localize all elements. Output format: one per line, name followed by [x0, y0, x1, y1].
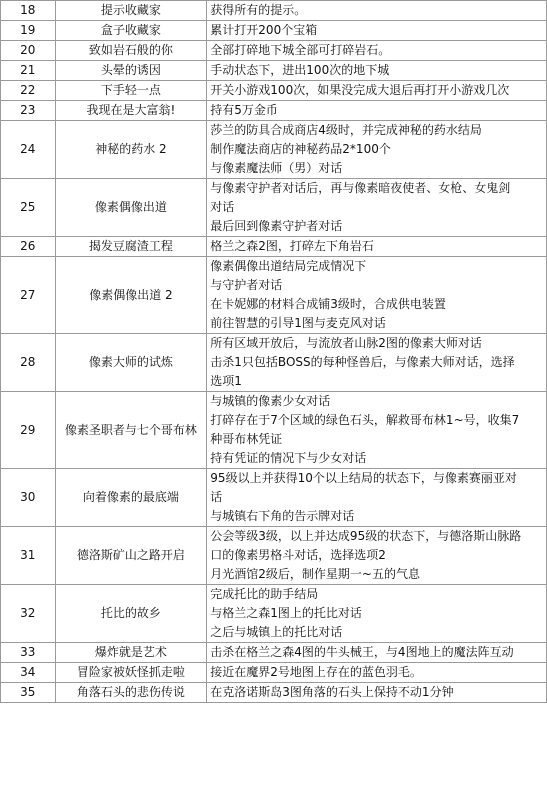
row-number: 32	[1, 585, 56, 643]
condition-line: 话	[210, 490, 223, 504]
achievement-condition	[207, 585, 547, 643]
row-number: 34	[1, 663, 56, 683]
achievement-condition	[207, 1, 547, 21]
table-row	[1, 21, 547, 41]
condition-line: 与像素魔法师（男）对话	[210, 161, 343, 175]
row-number: 23	[1, 101, 56, 121]
condition-line: 获得所有的提示。	[210, 3, 307, 17]
condition-line: 持有5万金币	[210, 103, 278, 117]
condition-line: 口的像素男格斗对话，选择选项2	[210, 548, 386, 562]
achievement-condition	[207, 81, 547, 101]
achievement-name: 向着像素的最底端	[55, 469, 207, 527]
row-number: 26	[1, 237, 56, 257]
table-row	[1, 643, 547, 663]
achievement-name: 像素圣职者与七个哥布林	[55, 392, 207, 469]
table-row	[1, 392, 547, 469]
achievement-condition	[207, 257, 547, 334]
table-row	[1, 683, 547, 703]
achievement-condition	[207, 392, 547, 469]
condition-line: 与守护者对话	[210, 278, 283, 292]
achievement-name: 爆炸就是艺术	[55, 643, 207, 663]
condition-line: 与格兰之森1图上的托比对话	[210, 606, 362, 620]
table-row	[1, 61, 547, 81]
achievement-name: 托比的故乡	[55, 585, 207, 643]
table-body	[1, 1, 547, 703]
achievement-name: 我现在是大富翁!	[55, 101, 207, 121]
condition-line: 格兰之森2图，打碎左下角岩石	[210, 239, 374, 253]
achievement-condition	[207, 61, 547, 81]
row-number: 20	[1, 41, 56, 61]
condition-line: 制作魔法商店的神秘药品2*100个	[210, 142, 391, 156]
condition-line: 所有区域开放后，与流放者山脉2图的像素大师对话	[210, 336, 482, 350]
table-row	[1, 257, 547, 334]
achievement-name: 提示收藏家	[55, 1, 207, 21]
condition-line: 打碎存在于7个区域的绿色石头，解救哥布林1~号，收集7	[210, 413, 520, 427]
row-number: 21	[1, 61, 56, 81]
condition-line: 手动状态下，进出100次的地下城	[210, 63, 390, 77]
condition-line: 前往智慧的引导1图与麦克风对话	[210, 316, 386, 330]
condition-line: 接近在魔界2号地图上存在的蓝色羽毛。	[210, 665, 422, 679]
achievement-name: 头晕的诱因	[55, 61, 207, 81]
condition-line: 完成托比的助手结局	[210, 587, 319, 601]
row-number: 22	[1, 81, 56, 101]
row-number: 28	[1, 334, 56, 392]
table-row	[1, 1, 547, 21]
row-number: 31	[1, 527, 56, 585]
row-number: 33	[1, 643, 56, 663]
achievement-name: 神秘的药水 2	[55, 121, 207, 179]
achievement-name: 角落石头的悲伤传说	[55, 683, 207, 703]
row-number: 18	[1, 1, 56, 21]
achievement-condition	[207, 683, 547, 703]
condition-line: 最后回到像素守护者对话	[210, 219, 343, 233]
condition-line: 95级以上并获得10个以上结局的状态下，与像素赛丽亚对	[210, 471, 517, 485]
condition-line: 击杀1只包括BOSS的每种怪兽后，与像素大师对话，选择	[210, 355, 515, 369]
row-number: 30	[1, 469, 56, 527]
table-row	[1, 81, 547, 101]
achievement-name: 像素偶像出道 2	[55, 257, 207, 334]
condition-line: 选项1	[210, 374, 242, 388]
achievement-condition	[207, 41, 547, 61]
row-number: 25	[1, 179, 56, 237]
table-row	[1, 179, 547, 237]
achievement-name: 像素大师的试炼	[55, 334, 207, 392]
condition-line: 全部打碎地下城全部可打碎岩石。	[210, 43, 391, 57]
condition-line: 月光酒馆2级后，制作星期一~五的气息	[210, 567, 420, 581]
achievement-condition	[207, 121, 547, 179]
condition-line: 与城镇右下角的告示牌对话	[210, 509, 355, 523]
table-row	[1, 469, 547, 527]
achievement-name: 德洛斯矿山之路开启	[55, 527, 207, 585]
condition-line: 莎兰的防具合成商店4级时，并完成神秘的药水结局	[210, 123, 482, 137]
condition-line: 种哥布林凭证	[210, 432, 283, 446]
condition-line: 之后与城镇上的托比对话	[210, 625, 343, 639]
achievement-condition	[207, 527, 547, 585]
condition-line: 对话	[210, 200, 235, 214]
achievement-condition	[207, 237, 547, 257]
condition-line: 在卡妮娜的材料合成铺3级时，合成供电装置	[210, 297, 446, 311]
achievement-condition	[207, 334, 547, 392]
achievement-name: 盒子收藏家	[55, 21, 207, 41]
achievement-name: 致如岩石般的你	[55, 41, 207, 61]
table-row	[1, 121, 547, 179]
row-number: 24	[1, 121, 56, 179]
table-row	[1, 585, 547, 643]
condition-line: 持有凭证的情况下与少女对话	[210, 451, 367, 465]
row-number: 27	[1, 257, 56, 334]
achievement-name: 像素偶像出道	[55, 179, 207, 237]
row-number: 35	[1, 683, 56, 703]
row-number: 29	[1, 392, 56, 469]
row-number: 19	[1, 21, 56, 41]
condition-line: 与城镇的像素少女对话	[210, 394, 331, 408]
condition-line: 公会等级3级，以上并达成95级的状态下，与德洛斯山脉路	[210, 529, 522, 543]
achievement-name: 下手轻一点	[55, 81, 207, 101]
achievement-condition	[207, 101, 547, 121]
condition-line: 击杀在格兰之森4图的牛头械王，与4图地上的魔法阵互动	[210, 645, 514, 659]
condition-line: 与像素守护者对话后，再与像素暗夜使者、女枪、女鬼剑	[210, 181, 511, 195]
achievement-condition	[207, 663, 547, 683]
table-row	[1, 101, 547, 121]
condition-line: 开关小游戏100次，如果没完成大退后再打开小游戏几次	[210, 83, 510, 97]
achievement-condition	[207, 21, 547, 41]
table-row	[1, 237, 547, 257]
achievement-condition	[207, 469, 547, 527]
achievement-name: 冒险家被妖怪抓走啦	[55, 663, 207, 683]
achievement-condition	[207, 643, 547, 663]
achievement-name: 揭发豆腐渣工程	[55, 237, 207, 257]
achievement-condition	[207, 179, 547, 237]
table-row	[1, 41, 547, 61]
table-row	[1, 663, 547, 683]
condition-line: 像素偶像出道结局完成情况下	[210, 259, 367, 273]
condition-line: 累计打开200个宝箱	[210, 23, 318, 37]
table-row	[1, 334, 547, 392]
condition-line: 在克洛诺斯岛3图角落的石头上保持不动1分钟	[210, 685, 454, 699]
table-row	[1, 527, 547, 585]
